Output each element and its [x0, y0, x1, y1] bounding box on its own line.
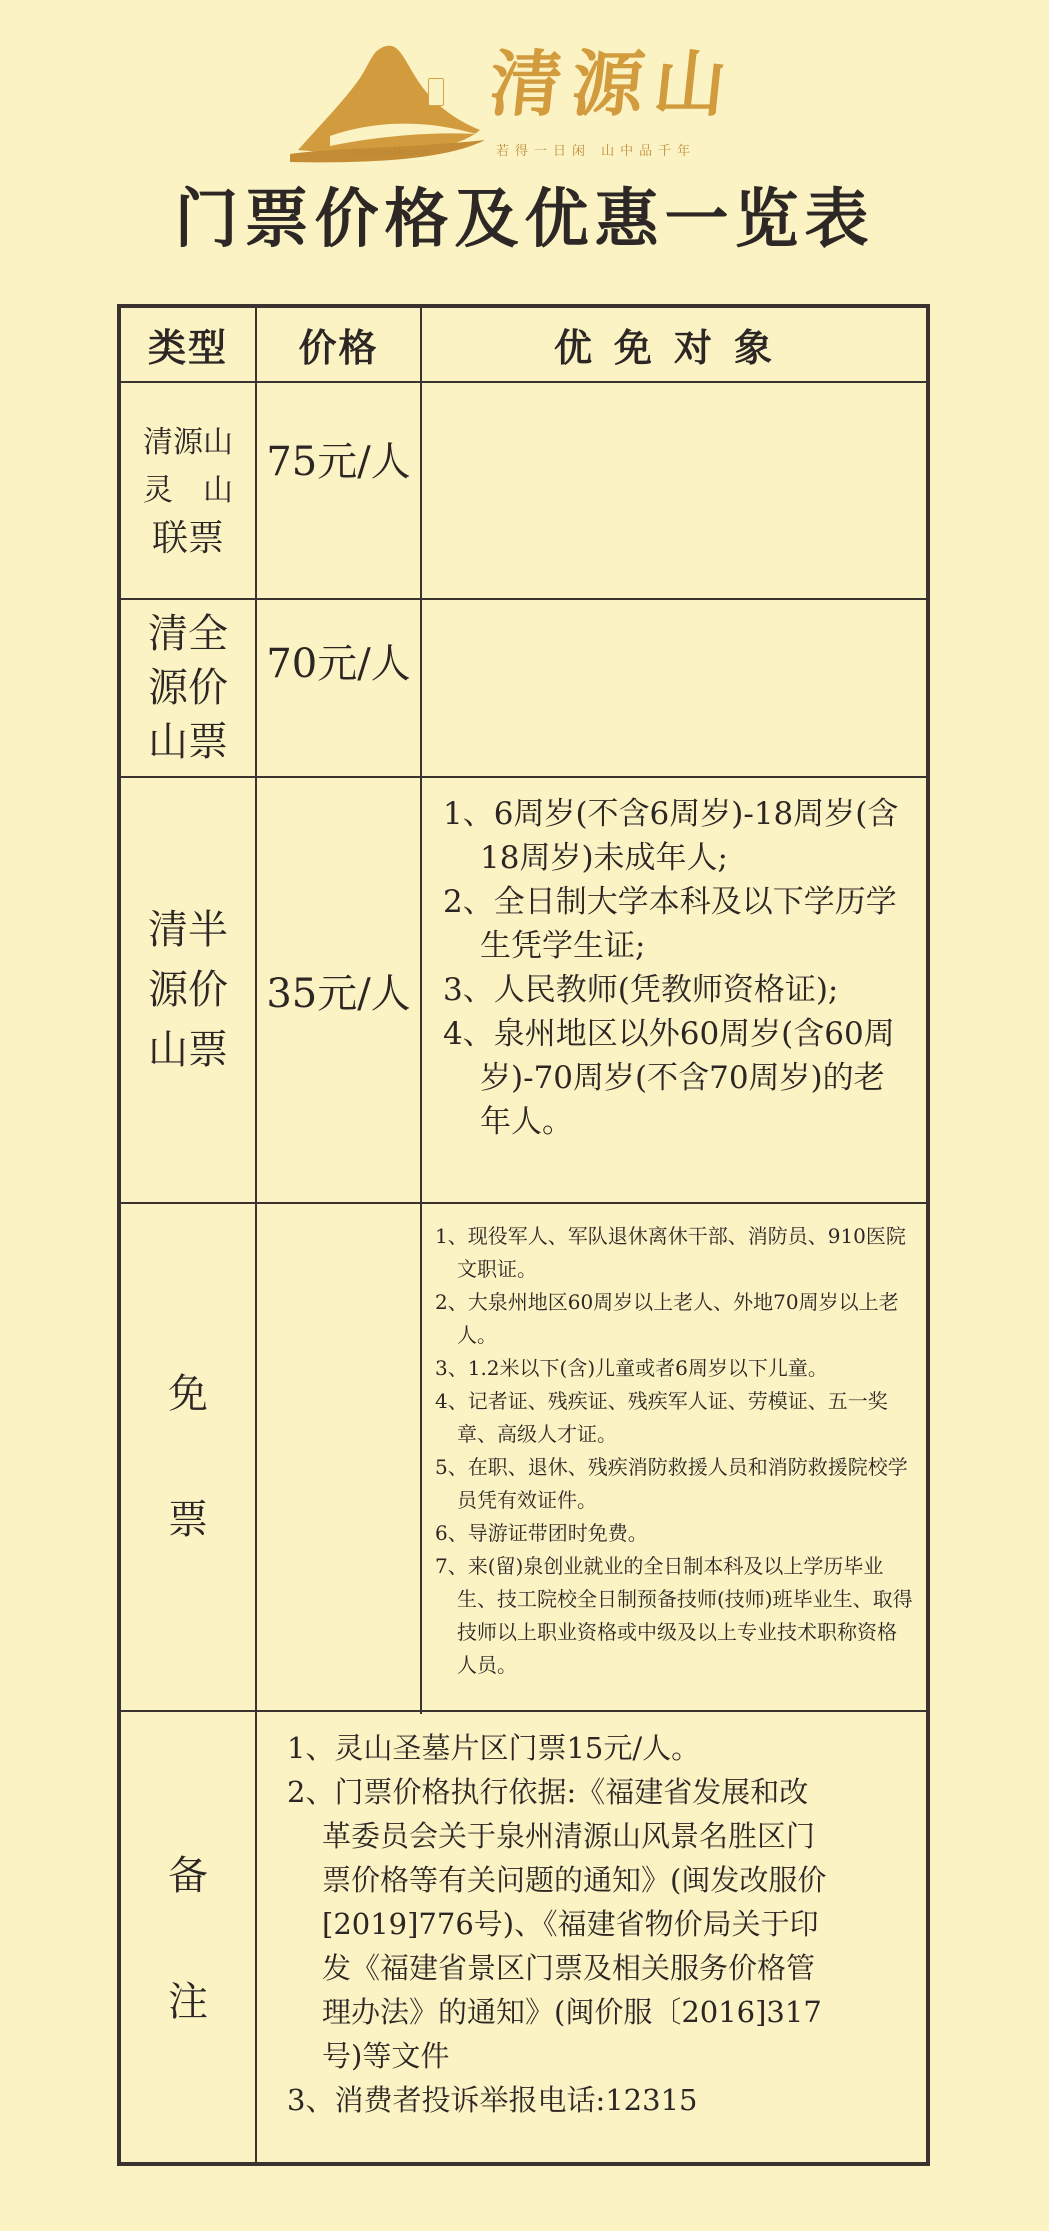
column-divider [255, 1886, 257, 2166]
list-item: 1、灵山圣墓片区门票15元/人。 [287, 1731, 701, 1765]
type-line: 免 [168, 1371, 208, 1417]
brand-slogan: 若得一日闲 山中品千年 [496, 144, 697, 159]
list-item: 1、现役军人、军队退休离休干部、消防员、910医院文职证。 [435, 1224, 906, 1281]
list-item: 6、导游证带团时免费。 [435, 1521, 648, 1545]
type-line: 联票 [151, 517, 224, 559]
type-line: 清半 [148, 907, 228, 953]
list-item: 5、在职、退休、残疾消防救援人员和消防救援院校学员凭有效证件。 [435, 1455, 908, 1512]
table-row-notes-type [121, 1712, 255, 2166]
list-item: 3、1.2米以下(含)儿童或者6周岁以下儿童。 [435, 1356, 828, 1380]
type-line: 源价 [148, 665, 228, 711]
type-line: 灵 山 [143, 472, 233, 508]
brand-name: 清源山 [485, 41, 741, 126]
table-row-full-type [121, 600, 255, 776]
list-item: 1、6周岁(不含6周岁)-18周岁(含18周岁)未成年人; [443, 796, 899, 876]
type-line: 备 [168, 1853, 208, 1899]
type-line: 源价 [148, 967, 228, 1013]
ticket-price-table [117, 304, 930, 2166]
list-item: 3、消费者投诉举报电话:12315 [287, 2083, 698, 2117]
header-price: 价格 [298, 325, 379, 370]
list-item: 2、全日制大学本科及以下学历学生凭学生证; [443, 884, 897, 964]
table-row-combo-type [121, 383, 255, 598]
list-item: 4、记者证、残疾证、残疾军人证、劳模证、五一奖章、高级人才证。 [435, 1389, 888, 1446]
table-row-half-type [121, 778, 255, 1202]
seal-icon [428, 78, 444, 106]
brand-english: Qingyuan Mountain [352, 147, 431, 157]
brand-logo [290, 30, 770, 170]
half-price-eligibility-list [443, 792, 903, 1144]
type-line: 山票 [148, 719, 228, 765]
type-line: 票 [168, 1497, 208, 1543]
full-price: 70元/人 [266, 640, 411, 687]
list-item: 7、来(留)泉创业就业的全日制本科及以上学历毕业生、技工院校全日制预备技师(技师)班毕业生、取得技师以上职业资格或中级及以上专业技术职称资格人员。 [435, 1554, 913, 1677]
free-ticket-eligibility-list [435, 1220, 913, 1682]
list-item: 3、人民教师(凭教师资格证); [443, 972, 839, 1008]
page-title: 门票价格及优惠一览表 [174, 182, 875, 257]
header-type: 类型 [147, 325, 228, 370]
list-item: 2、大泉州地区60周岁以上老人、外地70周岁以上老人。 [435, 1290, 899, 1347]
type-line: 注 [168, 1979, 208, 2025]
table-row-free-type [121, 1204, 255, 1710]
type-line: 清全 [148, 611, 228, 657]
header-target: 优免对象 [553, 325, 794, 370]
list-item: 2、门票价格执行依据:《福建省发展和改革委员会关于泉州清源山风景名胜区门票价格等有关问题的通知》(闽发改服价[2019]776号)、《福建省物价局关于印发《福建省景区门票及相关服务价格管理办法》的通知》(闽价服〔2016]317号)等文件 [287, 1775, 827, 2073]
combo-price: 75元/人 [266, 438, 411, 485]
list-item: 4、泉州地区以外60周岁(含60周岁)-70周岁(不含70周岁)的老年人。 [443, 1016, 895, 1140]
half-price: 35元/人 [266, 970, 411, 1017]
type-line: 山票 [148, 1027, 228, 1073]
column-divider [420, 308, 422, 1714]
notes-list [287, 1726, 827, 2122]
type-line: 清源山 [143, 424, 233, 460]
